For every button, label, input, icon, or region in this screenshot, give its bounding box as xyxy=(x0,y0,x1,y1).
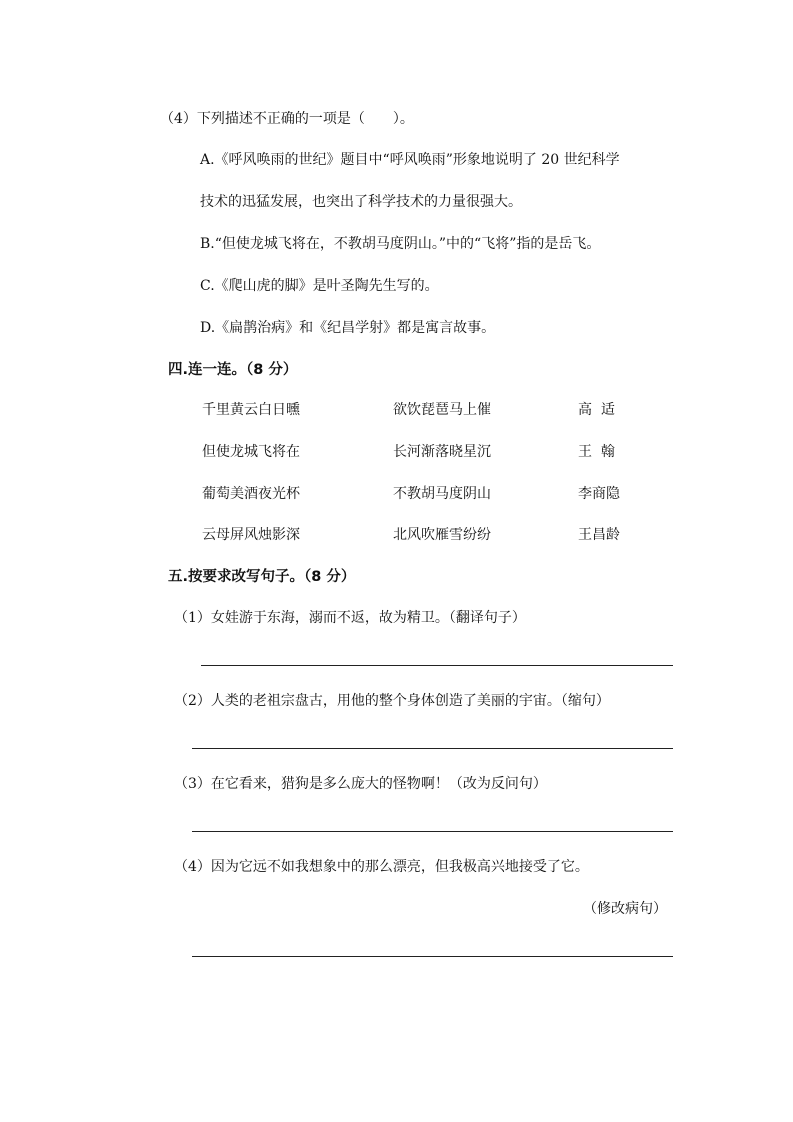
match-row-1-line1: 千里黄云白日曛 xyxy=(202,402,300,418)
rewrite-item-2: （2）人类的老祖宗盘古，用他的整个身体创造了美丽的宇宙。（缩句） xyxy=(174,693,610,709)
match-row-2-line1: 但使龙城飞将在 xyxy=(202,444,300,460)
answer-line-1[interactable] xyxy=(201,665,673,666)
match-row-1-line2: 欲饮琵琶马上催 xyxy=(393,402,491,418)
q4-option-a-line1: A.《呼风唤雨的世纪》题目中“呼风唤雨”形象地说明了 20 世纪科学 xyxy=(200,152,620,168)
match-row-2-poet: 王 翰 xyxy=(578,444,615,460)
answer-line-3[interactable] xyxy=(192,831,673,832)
q4-option-c: C.《爬山虎的脚》是叶圣陶先生写的。 xyxy=(200,278,439,294)
section4-title: 四.连一连。（8 分） xyxy=(168,362,298,378)
match-row-2-line2: 长河渐落晓星沉 xyxy=(393,444,491,460)
match-row-4-line2: 北风吹雁雪纷纷 xyxy=(393,527,491,543)
match-row-3-line1: 葡萄美酒夜光杯 xyxy=(202,486,300,502)
section5-title: 五.按要求改写句子。（8 分） xyxy=(168,569,356,585)
rewrite-item-1: （1）女娃游于东海，溺而不返，故为精卫。（翻译句子） xyxy=(174,610,526,626)
match-row-3-line2: 不教胡马度阴山 xyxy=(393,486,491,502)
rewrite-item-4: （4）因为它远不如我想象中的那么漂亮，但我极高兴地接受了它。 xyxy=(174,859,589,875)
rewrite-item-3: （3）在它看来，猎狗是多么庞大的怪物啊！（改为反问句） xyxy=(174,776,547,792)
q4-option-a-line2: 技术的迅猛发展，也突出了科学技术的力量很强大。 xyxy=(200,194,522,210)
answer-line-4[interactable] xyxy=(192,956,673,957)
q4-option-b: B.“但使龙城飞将在，不教胡马度阴山。”中的“飞将”指的是岳飞。 xyxy=(200,236,601,252)
rewrite-item-4-note: （修改病句） xyxy=(583,901,667,917)
q4-option-d: D.《扁鹊治病》和《纪昌学射》都是寓言故事。 xyxy=(200,320,496,336)
q4-stem: （4）下列描述不正确的一项是（ ）。 xyxy=(160,111,414,127)
match-row-4-line1: 云母屏风烛影深 xyxy=(202,527,300,543)
match-row-3-poet: 李商隐 xyxy=(578,486,620,502)
answer-line-2[interactable] xyxy=(192,748,673,749)
match-row-1-poet: 高 适 xyxy=(578,402,615,418)
match-row-4-poet: 王昌龄 xyxy=(578,527,620,543)
